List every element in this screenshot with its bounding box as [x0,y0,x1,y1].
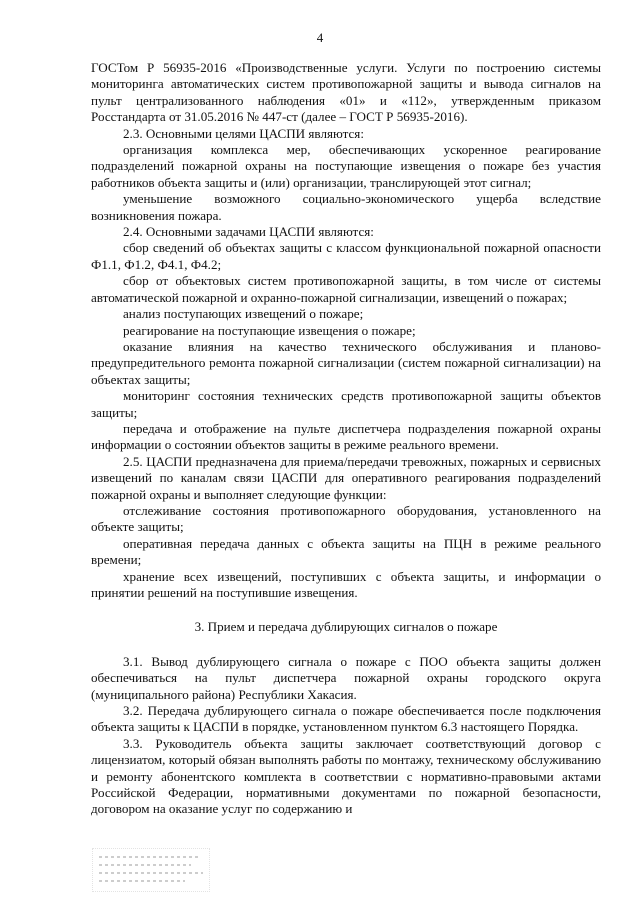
stamp-line [99,864,191,866]
paragraph-task-1: сбор сведений об объектах защиты с классом функциональной пожарной опасности Ф1.1, Ф1.2, Ф4.1, Ф4.2; [91,240,601,272]
paragraph-gost-reference: ГОСТом Р 56935-2016 «Производственные услуги. Услуги по построению системы мониторинга автоматических систем противопожарной защиты и вывода сигналов на пульт централизованного наблюдения «01» и «112», утвержденным приказом Росстандарта от 31.05.2016 № 447-ст (далее – ГОСТ Р 56935-2016). [91,60,601,125]
paragraph-task-2: сбор от объектовых систем противопожарной защиты, в том числе от системы автоматической пожарной и охранно-пожарной сигнализации, извещений о пожарах; [91,273,601,305]
section-title: 3. Прием и передача дублирующих сигналов о пожаре [194,619,498,635]
paragraph-task-4: реагирование на поступающие извещения о пожаре; [123,322,416,338]
paragraph-2-4-heading: 2.4. Основными задачами ЦАСПИ являются: [123,224,374,240]
paragraph-2-5-heading: 2.5. ЦАСПИ предназначена для приема/передачи тревожных, пожарных и сервисных извещений по каналам связи ЦАСПИ для оперативного реагирования подразделений пожарной охраны и выполняет следующие функции: [91,453,601,502]
paragraph-goal-1: организация комплекса мер, обеспечивающих ускоренное реагирование подразделений пожарной охраны на поступающие извещения о пожаре без участия работников объекта защиты и (или) организации, транслирующей этот сигнал; [91,142,601,190]
paragraph-2-3-heading: 2.3. Основными целями ЦАСПИ являются: [123,125,364,141]
document-body [91,60,601,818]
paragraph-function-1: отслеживание состояния противопожарного оборудования, установленного на объекте защиты; [91,502,601,535]
page-number: 4 [316,30,324,45]
paragraph-3-3: 3.3. Руководитель объекта защиты заключает соответствующий договор с лицензиатом, который обязан выполнять работы по монтажу, техническому обслуживанию и ремонту абонентского комплекта в соответствии с нормативно-правовыми актами Российской Федерации, нормативными документами по пожарной безопасности, договором на оказание услуг по содержанию и [91,735,601,817]
paragraph-goal-2: уменьшение возможного социально-экономического ущерба вследствие возникновения пожара. [91,191,601,223]
stamp-line [99,872,203,874]
paragraph-function-2: оперативная передача данных с объекта защиты на ПЦН в режиме реального времени; [91,535,601,568]
paragraph-3-2: 3.2. Передача дублирующего сигнала о пожаре обеспечивается после подключения объекта защиты к ЦАСПИ в порядке, установленном пунктом 6.3 настоящего Порядка. [91,703,601,735]
paragraph-task-3: анализ поступающих извещений о пожаре; [123,306,364,322]
faded-stamp [92,848,210,892]
paragraph-task-5: оказание влияния на качество технического обслуживания и планово-предупредительного ремонта пожарной сигнализации (систем пожарной сигнализации) на объектах защиты; [91,338,601,387]
paragraph-task-7: передача и отображение на пульте диспетчера подразделения пожарной охраны информации о состоянии объектов защиты в режиме реального времени. [91,420,601,453]
paragraph-function-3: хранение всех извещений, поступивших с объекта защиты, и информации о принятии решений на поступившие извещения. [91,568,601,600]
stamp-line [99,856,199,858]
stamp-line [99,880,185,882]
paragraph-3-1: 3.1. Вывод дублирующего сигнала о пожаре с ПОО объекта защиты должен обеспечиваться на пульт диспетчера пожарной охраны городского округа (муниципального района) Республики Хакасия. [91,653,601,702]
paragraph-task-6: мониторинг состояния технических средств противопожарной защиты объектов защиты; [91,388,601,420]
